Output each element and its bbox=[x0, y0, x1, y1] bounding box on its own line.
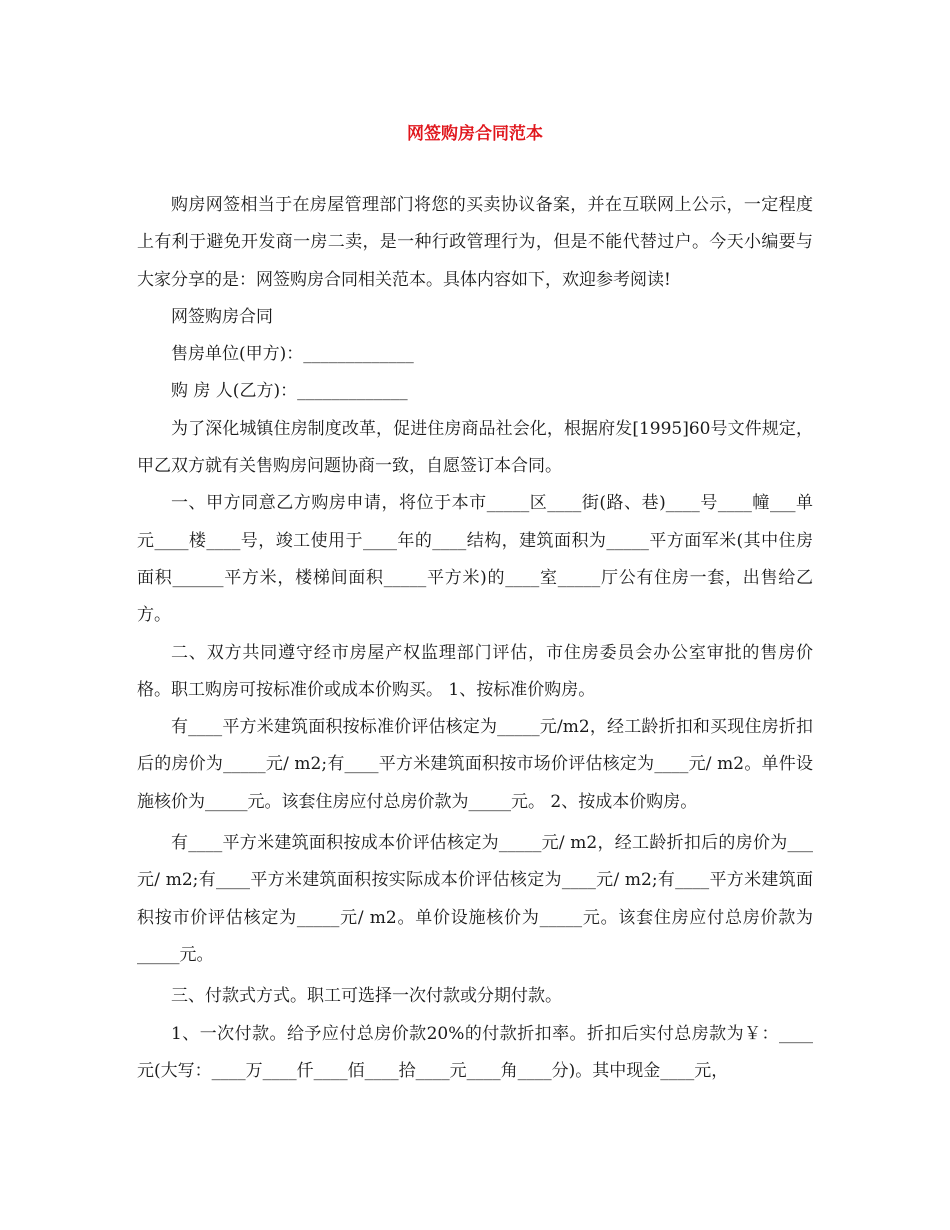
clause-one: 一、甲方同意乙方购房申请，将位于本市_____区____街(路、巷)____号____幢___单元____楼____号，竣工使用于____年的____结构，建筑面积为_____平方面军米(其中住房面积______平方米，楼梯间面积_____平方米)的____室_____厅公有住房一套，出售给乙方。 bbox=[137, 493, 813, 626]
document-title: 网签购房合同范本 bbox=[407, 124, 543, 144]
clause-three: 三、付款式方式。职工可选择一次付款或分期付款。 bbox=[171, 986, 562, 1007]
seller-line: 售房单位(甲方)：_____________ bbox=[171, 344, 414, 365]
intro-paragraph: 购房网签相当于在房屋管理部门将您的买卖协议备案，并在互联网上公示，一定程度上有利于避免开发商一房二卖，是一种行政管理行为，但是不能代替过户。今天小编要与大家分享的是：网签购房合同相关范本。具体内容如下，欢迎参考阅读! bbox=[137, 195, 813, 290]
buyer-line: 购 房 人(乙方)：_____________ bbox=[171, 381, 408, 402]
clause-two: 二、双方共同遵守经市房屋产权监理部门评估，市住房委员会办公室审批的售房价格。职工购房可按标准价或成本价购买。 1、按标准价购房。 bbox=[137, 642, 813, 700]
one-time-payment-paragraph: 1、一次付款。给予应付总房价款20%的付款折扣率。折扣后实付总房款为￥：____元(大写：____万____仟____佰____拾____元____角____分)。其中现金____元， bbox=[137, 1023, 813, 1081]
standard-price-paragraph: 有____平方米建筑面积按标准价评估核定为_____元/m2，经工龄折扣和买现住房折扣后的房价为_____元/ m2;有____平方米建筑面积按市场价评估核定为____元/ m2。单件设施核价为_____元。该套住房应付总房价款为_____元。 2、按成本价购房。 bbox=[137, 717, 813, 812]
contract-heading: 网签购房合同 bbox=[171, 306, 273, 327]
cost-price-paragraph: 有____平方米建筑面积按成本价评估核定为_____元/ m2，经工龄折扣后的房价为___元/ m2;有____平方米建筑面积按实际成本价评估核定为____元/ m2;有____平方米建筑面积按市价评估核定为_____元/ m2。单价设施核价为_____元。该套住房应付总房价款为_____元。 bbox=[137, 833, 813, 965]
preamble-paragraph: 为了深化城镇住房制度改革，促进住房商品社会化，根据府发[1995]60号文件规定，甲乙双方就有关售购房问题协商一致，自愿签订本合同。 bbox=[137, 418, 813, 477]
document-body bbox=[137, 187, 813, 1090]
